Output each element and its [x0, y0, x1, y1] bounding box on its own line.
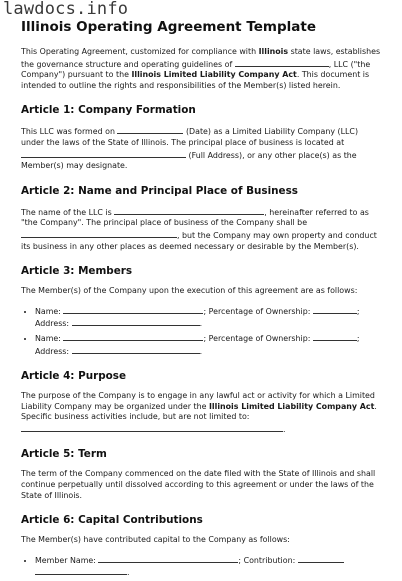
- article-5-text: The term of the Company commenced on the date filed with the State of Illinois and shall continue perpetually until dissolved according to this agreement or under the laws of the State of Illinois.: [21, 469, 376, 500]
- members-list: [21, 305, 383, 357]
- ownership-blank: [313, 332, 357, 341]
- member-name-blank: [63, 305, 203, 314]
- article-1-heading: Article 1: Company Formation: [21, 104, 196, 117]
- formation-date-blank: [117, 125, 183, 134]
- member-entry: • Name: ; Percentage of Ownership: ; Address: .: [35, 332, 383, 357]
- contribution-entry: • Member Name: ; Contribution: .: [35, 554, 383, 579]
- intro-paragraph: This Operating Agreement, customized for compliance with Illinois state laws, establishes the governance structure and operating guidelines of , LLC ("the Company") pursuant to the Illinois Limited Liability Company Act. This document is intended to outline the rights and responsibilities of the Member(s) listed herein.: [21, 47, 381, 90]
- watermark-logo: lawdocs.info: [3, 0, 129, 19]
- business-activities-blank: [21, 423, 283, 432]
- business-place-blank: [21, 229, 177, 238]
- llc-name-blank: [114, 206, 264, 215]
- contribution-amount-blank: [298, 554, 344, 563]
- article-3-heading: Article 3: Members: [21, 265, 133, 278]
- member-address-blank: [72, 345, 200, 354]
- article-3-intro: The Member(s) of the Company upon the execution of this agreement are as follows:: [21, 286, 358, 296]
- ownership-blank: [313, 305, 357, 314]
- member-name-blank: [63, 332, 203, 341]
- article-2-text: The name of the LLC is , hereinafter referred to as "the Company". The principal place of business of the Company shall be , but the Company may own property and conduct its business in any other places as deemed necessary or desirable by the Member(s).: [21, 207, 377, 251]
- document-body: [21, 47, 383, 581]
- article-4-heading: Article 4: Purpose: [21, 370, 127, 383]
- member-address-blank: [72, 317, 200, 326]
- contributor-name-blank: [98, 554, 238, 563]
- article-1-text: This LLC was formed on (Date) as a Limited Liability Company (LLC) under the laws of the State of Illinois. The principal place of business is located at (Full Address), or any other place(s) as the Member(s) may designate.: [21, 127, 359, 171]
- article-4-text: The purpose of the Company is to engage in any lawful act or activity for which a Limited Liability Company may be organized under the Illinois Limited Liability Company Act. Specific business activities include, but are not limited to: .: [21, 391, 377, 434]
- company-name-blank: [235, 58, 329, 67]
- article-6-heading: Article 6: Capital Contributions: [21, 514, 203, 527]
- document-title: Illinois Operating Agreement Template: [21, 19, 316, 35]
- member-entry: • Name: ; Percentage of Ownership: ; Address: .: [35, 305, 383, 330]
- contribution-continued-blank: [35, 566, 127, 575]
- article-5-heading: Article 5: Term: [21, 448, 107, 461]
- contributions-list: [21, 554, 383, 579]
- principal-address-blank: [21, 149, 186, 158]
- article-2-heading: Article 2: Name and Principal Place of Business: [21, 184, 298, 197]
- article-6-intro: The Member(s) have contributed capital to the Company as follows:: [21, 535, 290, 545]
